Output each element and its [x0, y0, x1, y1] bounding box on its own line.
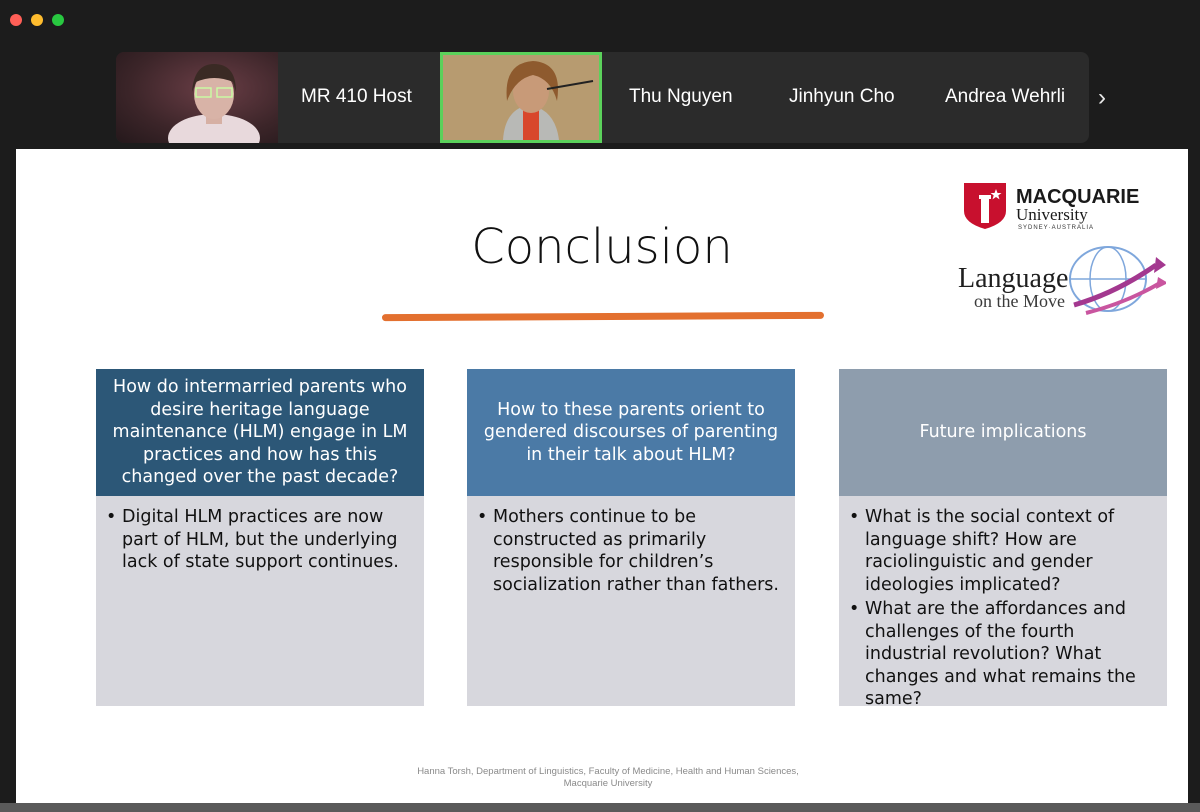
- bullet-text: Digital HLM practices are now part of HLM, but the underlying lack of state support continues.: [122, 507, 399, 572]
- slide-footer: Hanna Torsh, Department of Linguistics, Faculty of Medicine, Health and Human Sciences, Macquarie University: [417, 766, 799, 789]
- participant-video-host[interactable]: [116, 52, 278, 143]
- minimize-window-button[interactable]: [31, 14, 43, 26]
- bullet-icon: •: [849, 507, 860, 527]
- list-item: [849, 598, 1153, 711]
- conclusion-column-2: [467, 369, 795, 706]
- maximize-window-button[interactable]: [52, 14, 64, 26]
- lotm-language: Language: [958, 263, 1069, 294]
- participant-video-speaker[interactable]: [440, 52, 602, 143]
- column-2-body: [467, 496, 795, 706]
- macquarie-logo: [964, 183, 1164, 233]
- conclusion-column-1: [96, 369, 424, 706]
- bullet-icon: •: [106, 507, 117, 527]
- lotm-on-the-move: on the Move: [974, 291, 1065, 311]
- language-on-the-move-logo: [956, 243, 1166, 323]
- list-item: [849, 506, 1153, 596]
- macquarie-name: MACQUARIE: [1016, 186, 1140, 208]
- close-window-button[interactable]: [10, 14, 22, 26]
- shared-slide: [16, 149, 1188, 803]
- column-1-body: [96, 496, 424, 706]
- bullet-text: Mothers continue to be constructed as primarily responsible for children’s socialization rather than fathers.: [493, 507, 779, 595]
- window-controls: [10, 14, 64, 26]
- column-1-header: How do intermarried parents who desire heritage language maintenance (HLM) engage in LM practices and how has this changed over the past decade?: [96, 369, 424, 496]
- participant-name-4: Andrea Wehrli: [945, 86, 1066, 107]
- bullet-text: What is the social context of language shift? How are raciolinguistic and gender ideologies implicated?: [865, 507, 1115, 595]
- title-underline: [382, 312, 824, 321]
- next-participants-chevron-icon[interactable]: ›: [1098, 84, 1106, 111]
- macquarie-shield-icon: [964, 183, 1006, 229]
- speaker-video-image: [443, 55, 599, 140]
- slide-title: Conclusion: [471, 219, 733, 275]
- conclusion-column-3: [839, 369, 1167, 709]
- bottom-thumbnail-strip: [0, 803, 1200, 812]
- column-3-header: Future implications: [839, 369, 1167, 496]
- bullet-text: What are the affordances and challenges of the fourth industrial revolution? What changes and what remains the same?: [865, 599, 1136, 709]
- participant-strip: [116, 52, 1089, 143]
- host-video-image: [116, 52, 278, 143]
- column-2-header: How to these parents orient to gendered discourses of parenting in their talk about HLM?: [467, 369, 795, 496]
- bullet-icon: •: [477, 507, 488, 527]
- bullet-icon: •: [849, 599, 860, 619]
- participant-name-3: Jinhyun Cho: [789, 86, 895, 107]
- macquarie-university: University: [1016, 205, 1088, 224]
- participant-name-1: MR 410 Host: [301, 86, 412, 107]
- participant-name-2: Thu Nguyen: [629, 86, 733, 107]
- macquarie-location: SYDNEY·AUSTRALIA: [1018, 225, 1095, 231]
- list-item: [106, 506, 410, 574]
- list-item: [477, 506, 781, 596]
- column-3-body: [839, 496, 1167, 709]
